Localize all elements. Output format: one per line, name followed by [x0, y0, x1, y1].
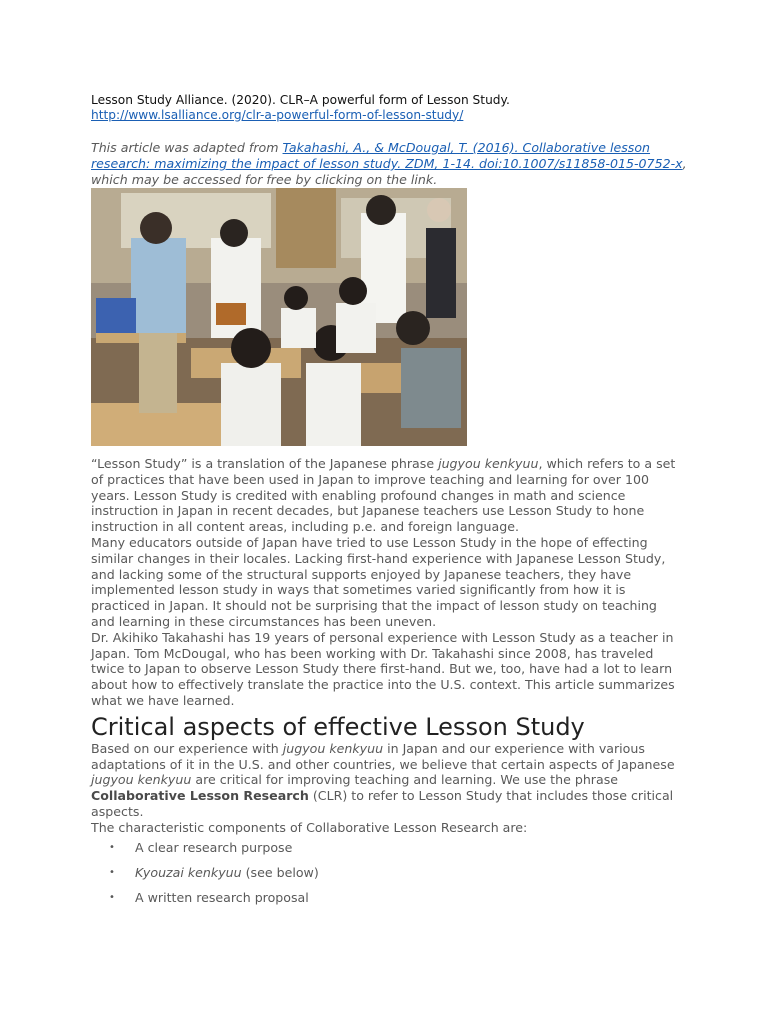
intro-term: jugyou kenkyuu	[438, 456, 539, 471]
adapted-suffix: , which may be accessed for free by clicking on the link.	[91, 156, 687, 187]
aspects-term-1: jugyou kenkyuu	[282, 740, 384, 756]
list-item-term: Kyouzai kenkyuu	[135, 864, 242, 880]
intro-text-b: , which refers to a set of practices that have been used in Japan to improve teaching and learning for over 100 years. Lesson Study is credited with enabling profound changes in math and science instruction in Japan in recent decades, but Japanese teachers use Lesson Study to hone instruction in all content areas, including p.e. and foreign language.	[91, 456, 676, 535]
document-page	[91, 93, 687, 915]
authors-paragraph: Dr. Akihiko Takahashi has 19 years of personal experience with Lesson Study as a teacher in Japan. Tom McDougal, who has been working with Dr. Takahashi since 2008, has traveled twice to Japan to observe Lesson Study there first-hand. But we, too, have had a lot to learn about how to effectively translate the practice into the U.S. context. This article summarizes what we have learned.	[91, 629, 675, 708]
list-item	[109, 839, 681, 856]
aspects-text-d: (CLR) to refer to Lesson Study that includes those critical aspects.	[91, 788, 674, 819]
list-item	[109, 864, 681, 881]
aspects-text-b: in Japan and our experience with various adaptations of it in the U.S. and other countries, we believe that certain aspects of Japanese	[91, 740, 675, 772]
intro-text-a: “Lesson Study” is a translation of the Japanese phrase	[91, 456, 439, 471]
list-item-text: A clear research purpose	[135, 839, 293, 855]
clr-term: Collaborative Lesson Research	[91, 788, 309, 804]
adapted-prefix: This article was adapted from	[91, 140, 283, 155]
citation-text: Lesson Study Alliance. (2020). CLR–A powerful form of Lesson Study.	[91, 93, 510, 107]
components-list	[91, 840, 681, 906]
intro-paragraph	[91, 456, 681, 535]
adapted-note	[91, 140, 691, 188]
aspects-term-2: jugyou kenkyuu	[91, 772, 192, 788]
source-article-link[interactable]: Takahashi, A., & McDougal, T. (2016). Collaborative lesson research: maximizing the impact of lesson study. ZDM, 1-14. doi:10.1007/s11858-015-0752-x	[91, 140, 683, 171]
critical-aspects-paragraph	[91, 741, 681, 820]
list-item	[109, 890, 681, 906]
citation-link[interactable]: http://www.lsalliance.org/clr-a-powerful-form-of-lesson-study/	[91, 107, 464, 122]
bullet-icon: •	[109, 866, 115, 878]
citation	[91, 93, 681, 122]
list-item-text: A written research proposal	[135, 890, 309, 906]
bullet-icon: •	[109, 841, 115, 853]
educators-paragraph: Many educators outside of Japan have tried to use Lesson Study in the hope of effecting similar changes in their locales. Lacking first-hand experience with Japanese Lesson Study, and lacking some of the structural supports enjoyed by Japanese teachers, they have implemented lesson study in ways that sometimes varied significantly from how it is practiced in Japan. It should not be surprising that the impact of lesson study on teaching and learning in these circumstances has been uneven.	[91, 534, 666, 629]
section-heading: Critical aspects of effective Lesson Study	[91, 712, 585, 741]
bullet-icon: •	[109, 892, 115, 904]
list-item-text: (see below)	[241, 864, 319, 880]
aspects-text-a: Based on our experience with	[91, 740, 283, 756]
aspects-text-c: are critical for improving teaching and learning. We use the phrase	[191, 772, 619, 788]
components-intro: The characteristic components of Collaborative Lesson Research are:	[91, 819, 528, 835]
classroom-photo	[91, 188, 467, 446]
